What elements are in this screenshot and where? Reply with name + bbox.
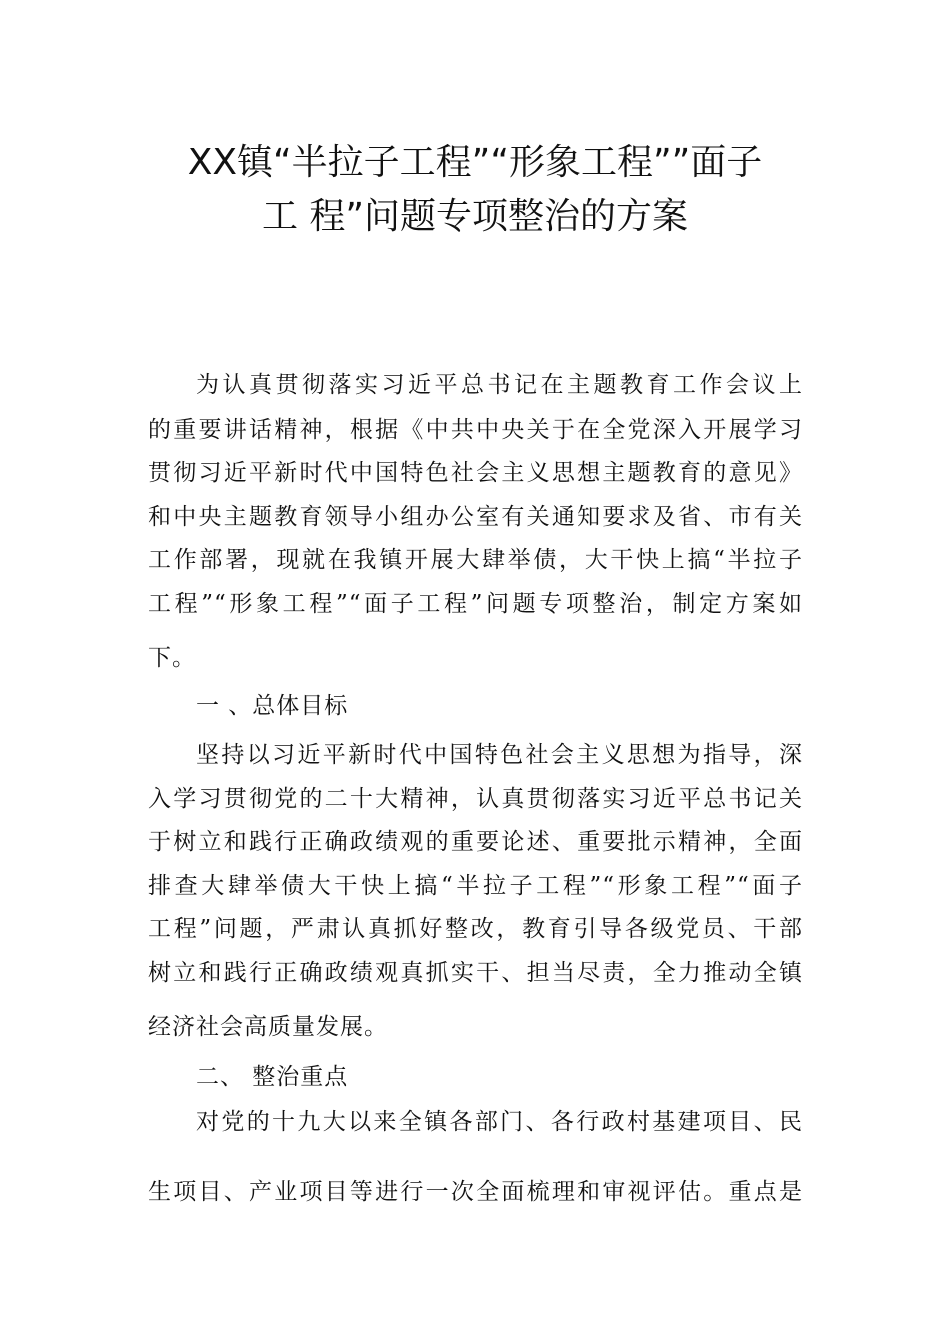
title-line-1: XX镇“半拉子工程”“形象工程””面子 <box>187 142 763 183</box>
paragraph-line: 和中央主题教育领导小组办公室有关通知要求及省、市有关 <box>148 504 803 530</box>
section-heading-2: 二、 整治重点 <box>196 1064 349 1090</box>
paragraph-line: 对党的十九大以来全镇各部门、各行政村基建项目、民 <box>196 1109 803 1135</box>
paragraph-line: 工作部署，现就在我镇开展大肆举债，大干快上搞“半拉子 <box>148 547 803 573</box>
paragraph-line: 的重要讲话精神，根据《中共中央关于在全党深入开展学习 <box>148 417 803 443</box>
paragraph-line: 生项目、产业项目等进行一次全面梳理和审视评估。重点是 <box>148 1179 803 1205</box>
paragraph-line: 于树立和践行正确政绩观的重要论述、重要批示精神，全面 <box>148 829 803 855</box>
paragraph-line: 贯彻习近平新时代中国特色社会主义思想主题教育的意见》 <box>148 460 803 486</box>
section-heading-1: 一 、总体目标 <box>196 693 349 719</box>
paragraph-line: 树立和践行正确政绩观真抓实干、担当尽责，全力推动全镇 <box>148 960 803 986</box>
paragraph-line: 入学习贯彻党的二十大精神，认真贯彻落实习近平总书记关 <box>148 786 803 812</box>
paragraph-line: 工程”问题，严肃认真抓好整改，教育引导各级党员、干部 <box>148 916 803 942</box>
paragraph-line: 下。 <box>148 645 196 671</box>
paragraph-line: 工程”“形象工程”“面子工程”问题专项整治，制定方案如 <box>148 591 803 617</box>
title-line-2: 工 程”问题专项整治的方案 <box>261 196 689 237</box>
paragraph-line: 坚持以习近平新时代中国特色社会主义思想为指导，深 <box>196 742 803 768</box>
paragraph-line: 排查大肆举债大干快上搞“半拉子工程”“形象工程”“面子 <box>148 873 803 899</box>
paragraph-line: 为认真贯彻落实习近平总书记在主题教育工作会议上 <box>196 372 803 398</box>
paragraph-line: 经济社会高质量发展。 <box>148 1014 388 1040</box>
